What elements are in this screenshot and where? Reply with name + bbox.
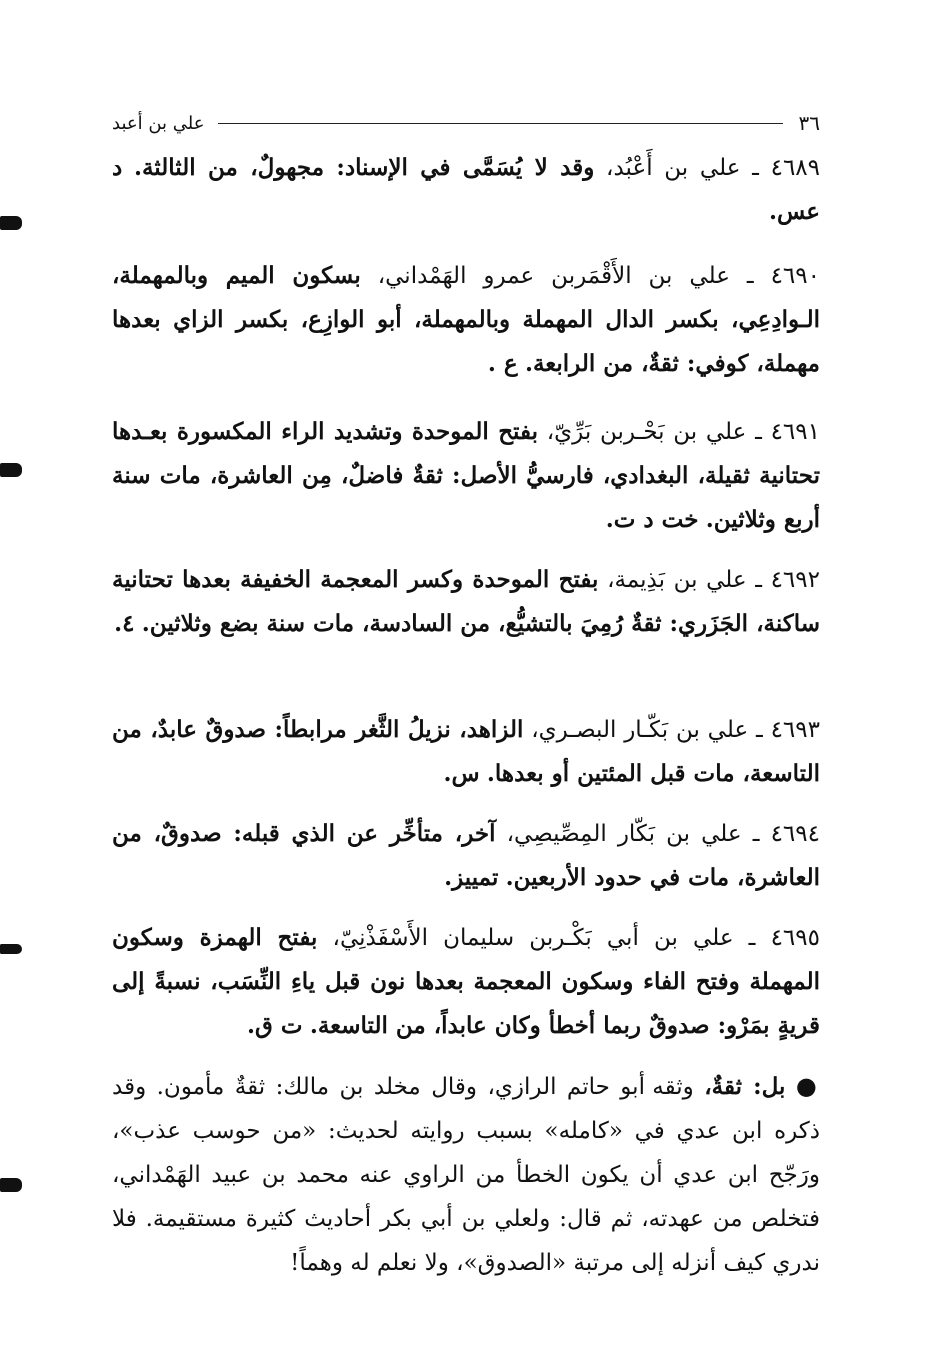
entry-4693: ٤٦٩٣ ـ علي بن بَكّـار البصـري، الزاهد، نزيلُ الثَّغر مرابطاً: صدوقٌ عابدٌ، من التاسعة، مات قبل المئتين أو بعدها. س. bbox=[112, 716, 820, 787]
entry-name: علي بن بَحْـربن بَرِّيّ، bbox=[546, 419, 747, 445]
scan-binding-mark bbox=[0, 944, 22, 954]
scan-binding-mark bbox=[0, 216, 22, 230]
entry-number: ٤٦٩٥ bbox=[770, 925, 820, 951]
entry-codes: ٤. bbox=[114, 610, 135, 637]
entry-body: بفتح الموحدة وتشديد الراء المكسورة بعـدها تحتانية ثقيلة، البغدادي، فارسيُّ الأصل: ثقةٌ فاضلٌ، مِن العاشرة، مات سنة أربع وثلاثين. bbox=[112, 418, 820, 533]
entry-body: الزاهد، نزيلُ الثَّغر مرابطاً: صدوقٌ عابدٌ، من التاسعة، مات قبل المئتين أو بعدها. bbox=[112, 716, 820, 787]
entry-name: علي بن الأَقْمَربن عمرو الهَمْداني، bbox=[377, 263, 730, 289]
entry-name: علي بن أَعْبُد، bbox=[606, 155, 741, 181]
entry-4692: ٤٦٩٢ ـ علي بن بَذِيمة، بفتح الموحدة وكسر المعجمة الخفيفة بعدها تحتانية ساكنة، الجَزَري: ثقةٌ رُمِيَ بالتشيُّع، من السادسة، مات سنة بضع وثلاثين. ٤. bbox=[112, 566, 820, 637]
entry-number: ٤٦٩٠ bbox=[770, 263, 820, 289]
entry-4695: ٤٦٩٥ ـ علي بن أبي بَكْـربن سليمان الأَسْفَذْنِيّ، بفتح الهمزة وسكون المهملة وفتح الفاء وسكون المعجمة بعدها نون قبل ياءِ النِّسَب، نسبةً إلى قريةٍ بمَرْو: صدوقٌ ربما أخطأ وكان عابداً، من التاسعة. ت ق. bbox=[112, 924, 820, 1039]
entry-codes: خت د ت. bbox=[605, 506, 699, 533]
entry-4694: ٤٦٩٤ ـ علي بن بَكّار المِصِّيصِي، آخر، متأخِّر عن الذي قبله: صدوقٌ، من العاشرة، مات في حدود الأربعين. تمييز. bbox=[112, 820, 820, 891]
entry-codes: ت ق. bbox=[247, 1012, 303, 1039]
entry-body: بسكون الميم وبالمهملة، الـوادِعِي، بكسر الدال المهملة وبالمهملة، أبو الوازِع، بكسر الزاي بعدها مهملة، كوفي: ثقةٌ، من الرابعة. bbox=[112, 262, 820, 377]
bullet-icon: ● bbox=[795, 1072, 821, 1100]
entry-body: وقد لا يُسَمَّى في الإسناد: مجهولٌ، من الثالثة. bbox=[133, 154, 595, 181]
entry-4691: ٤٦٩١ ـ علي بن بَحْـربن بَرِّيّ، بفتح الموحدة وتشديد الراء المكسورة بعـدها تحتانية ثقيلة، البغدادي، فارسيُّ الأصل: ثقةٌ فاضلٌ، مِن العاشرة، مات سنة أربع وثلاثين. خت د ت. bbox=[112, 418, 820, 533]
editor-note bbox=[112, 1064, 820, 1285]
entry-codes: س. bbox=[443, 760, 480, 787]
scan-binding-mark bbox=[0, 463, 22, 477]
entry-codes: ع . bbox=[487, 350, 518, 377]
entry-name: علي بن أبي بَكْـربن سليمان الأَسْفَذْنِيّ، bbox=[332, 925, 734, 951]
note-body: وثقه أبو حاتم الرازي، وقال مخلد بن مالك: ثقةٌ مأمون. وقد ذكره ابن عدي في «كامله» بسبب روايته لحديث: «من حوسب عذب»، ورَجّح ابن عدي أن يكون الخطأ من الراوي عنه محمد بن عبيد الهَمْداني، فتخلص من عهدته، ثم قال: ولعلي بن أبي بكر أحاديث كثيرة مستقيمة. فلا ندري كيف أنزله إلى مرتبة «الصدوق»، ولا نعلم له وهماً! bbox=[112, 1074, 820, 1276]
scan-binding-mark bbox=[0, 1178, 22, 1192]
entry-number: ٤٦٨٩ bbox=[770, 155, 821, 181]
entry-4689: ٤٦٨٩ ـ علي بن أَعْبُد، وقد لا يُسَمَّى في الإسناد: مجهولٌ، من الثالثة. د عس. bbox=[112, 154, 821, 225]
note-lead: بل: ثقةٌ، bbox=[704, 1073, 786, 1100]
entry-name: علي بن بَكّار المِصِّيصِي، bbox=[506, 821, 742, 847]
entry-number: ٤٦٩٣ bbox=[770, 717, 820, 743]
entry-name: علي بن بَكّـار البصـري، bbox=[531, 717, 749, 743]
entry-number: ٤٦٩٢ bbox=[770, 567, 820, 593]
entry-codes: تمييز. bbox=[444, 864, 499, 891]
entry-name: علي بن بَذِيمة، bbox=[607, 567, 747, 593]
entry-codes: د عس. bbox=[112, 154, 820, 225]
header-rule bbox=[218, 123, 782, 124]
entry-body: بفتح الهمزة وسكون المهملة وفتح الفاء وسكون المعجمة بعدها نون قبل ياءِ النِّسَب، نسبةً إلى قريةٍ بمَرْو: صدوقٌ ربما أخطأ وكان عابداً، من التاسعة. bbox=[112, 924, 820, 1039]
running-title: علي بن أعبد bbox=[112, 112, 205, 134]
entry-body: آخر، متأخِّر عن الذي قبله: صدوقٌ، من العاشرة، مات في حدود الأربعين. bbox=[112, 820, 820, 891]
running-header bbox=[112, 108, 820, 138]
entry-4690: ٤٦٩٠ ـ علي بن الأَقْمَربن عمرو الهَمْداني، بسكون الميم وبالمهملة، الـوادِعِي، بكسر الدال المهملة وبالمهملة، أبو الوازِع، بكسر الزاي بعدها مهملة، كوفي: ثقةٌ، من الرابعة. ع . bbox=[112, 262, 820, 377]
page-number: ٣٦ bbox=[798, 111, 820, 135]
entry-number: ٤٦٩٤ bbox=[770, 821, 820, 847]
entry-number: ٤٦٩١ bbox=[770, 419, 820, 445]
entry-body: بفتح الموحدة وكسر المعجمة الخفيفة بعدها تحتانية ساكنة، الجَزَري: ثقةٌ رُمِيَ بالتشيُّع، من السادسة، مات سنة بضع وثلاثين. bbox=[112, 566, 820, 637]
